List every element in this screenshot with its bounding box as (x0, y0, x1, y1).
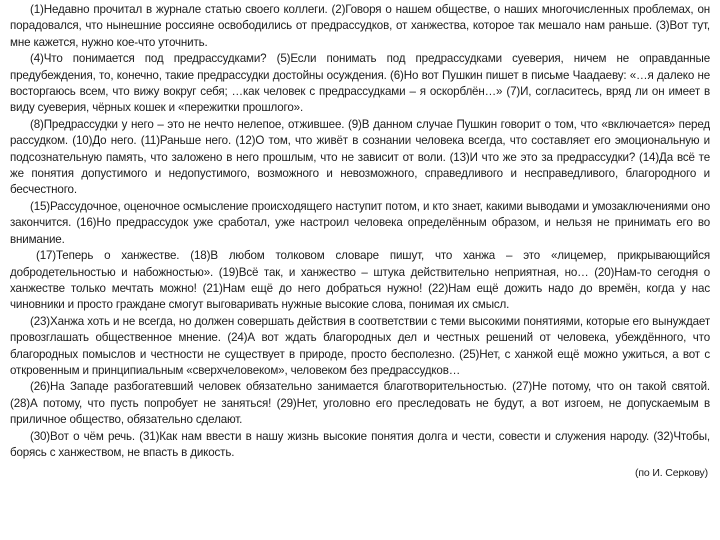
paragraph-1: (1)Недавно прочитал в журнале статью своего коллеги. (2)Говоря о нашем обществе, о наших многочисленных проблемах, он порадовался, что нынешние россияне освободились от предрассудков, от ханжества, которое так мешало нам раньше. (3)Вот тут, мне кажется, нужно кое-что уточнить. (10, 3, 710, 49)
paragraph-8: (30)Вот о чём речь. (31)Как нам ввести в нашу жизнь высокие понятия долга и чести, совести и служения народу. (32)Чтобы, борясь с ханжеством, не впасть в дикость. (10, 429, 710, 459)
paragraph-2: (4)Что понимается под предрассудками? (5)Если понимать под предрассудками суеверия, ничем не оправданные предубеждения, то, конечно, такие предрассудки достойны осуждения. (6)Но вот Пушкин пишет в письме Чаадаеву: «…я далеко не восторгаюсь всем, что вижу вокруг себя; …как человек с предрассудками – я оскорблён…» (7)И, согласитесь, вряд ли он имеет в виду суеверия, чёрных кошек и «пережитки прошлого». (10, 52, 710, 115)
paragraph-4: (15)Рассудочное, оценочное осмысление происходящего наступит потом, и кто знает, какими выводами и умозаключениями оно закончится. (16)Но предрассудок уже сработал, уже настроил человека определённым образом, и нельзя не принимать его во внимание. (10, 199, 710, 246)
paragraph-6: (23)Ханжа хоть и не всегда, но должен совершать действия в соответствии с теми высокими понятиями, которые его вынуждает провозглашать общественное мнение. (24)А вот ждать благородных дел и честных решений от человека, убеждённого, что благородных помыслов и честности не существует в природе, просто бесполезно. (25)Нет, с ханжой ещё можно ужиться, а вот с откровенным и принципиальным «сверхчеловеком», человеком без предрассудков… (10, 314, 710, 377)
source-attribution: (по И. Серкову) (635, 467, 708, 480)
paragraph-3: (8)Предрассудки у него – это не нечто нелепое, отжившее. (9)В данном случае Пушкин говорит о том, что «включается» перед рассудком. (10)До него. (11)Раньше него. (12)О том, что живёт в сознании человека всегда, что составляет его эмоциональную и подсознательную память, что заложено в него прошлым, что не зависит от воли. (13)И что же это за предрассудки? (14)Да всё те же понятия допустимого и недопустимого, возможного и невозможного, справедливого и несправедливого, благородного и бесчестного. (10, 117, 710, 197)
paragraph-7: (26)На Западе разбогатевший человек обязательно занимается благотворительностью. (27)Не потому, что он такой святой. (28)А потому, что пусть попробует не заняться! (29)Нет, уголовно его преследовать не будут, а вот изгоем, не допускаемым в приличное общество, обязательно сделают. (10, 380, 710, 427)
paragraph-5: (17)Теперь о ханжестве. (18)В любом толковом словаре пишут, что ханжа – это «лицемер, прикрывающийся добродетельностью и набожностью». (19)Всё так, и ханжество – штука действительно неприятная, но… (20)Нам-то сегодня о ханжестве только мечтать можно! (21)Нам ещё до него добраться нужно! (22)Нам ещё дожить надо до времён, когда у нас чиновники и просто граждане смогут выговаривать нужные высокие слова, понимая их смысл. (10, 249, 710, 312)
